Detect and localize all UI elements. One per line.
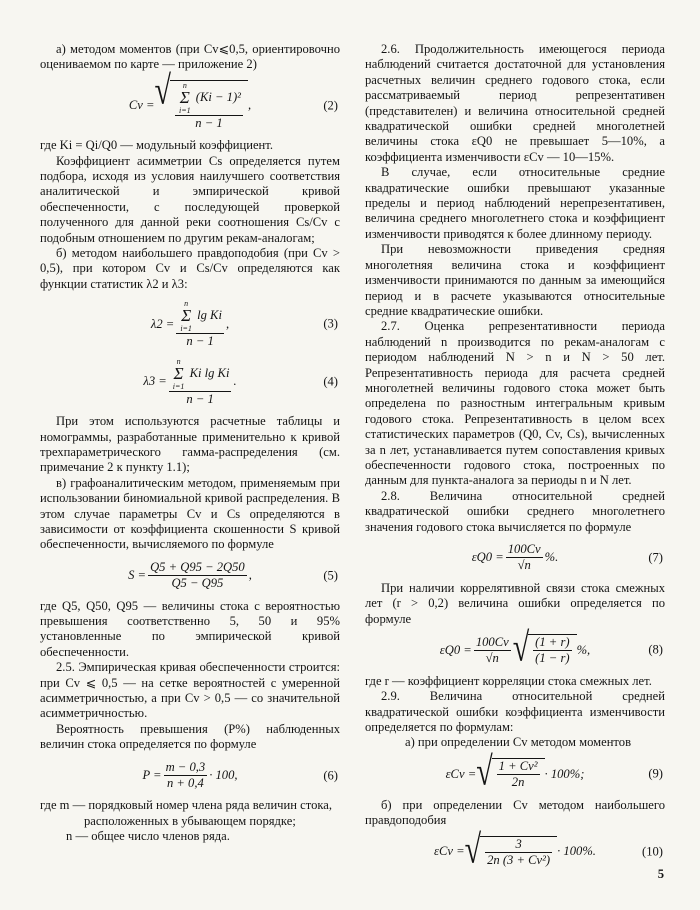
- formula-number: (6): [323, 767, 338, 782]
- formula-5: S = $\frac{Q5 + Q95 - 2Q50}{Q5 - Q95}$ , (5): [128, 559, 338, 591]
- formula-number: (8): [648, 642, 663, 657]
- formula-8: εQ0 = $\frac{100Cv}{√n}$ √ $\frac{(1 + r)}{(1 - r)}$ %, (8): [439, 625, 663, 671]
- section-2-8-paragraph: 2.8. Величина относительной средней квадратической ошибки среднего многолетнего значения годового стока вычисляется по формуле: [365, 488, 665, 534]
- no-reduction-paragraph: При невозможности приведения средняя многолетняя величина стока и коэффициент изменчивости принимаются по данным за имеющийся период и в расчете указываются относительные средние квадратические ошибки.: [365, 242, 665, 318]
- count-note: n — общее число членов ряда.: [66, 829, 230, 844]
- moments-case-label: а) при определении Cv методом моментов: [405, 735, 632, 750]
- formula-number: (4): [323, 374, 338, 389]
- radical: √ n Σ i=1 (Ki − 1)² n − 1: [155, 80, 248, 131]
- method-moments-paragraph: а) методом моментов (при Cv⩽0,5, ориентировочно оцениваемом по карте — приложение 2): [40, 42, 340, 72]
- formula-4: λ3 = n Σ i=1 Ki lg Ki n − 1 . (4): [143, 356, 338, 406]
- formula-term: (Ki − 1)²: [195, 89, 241, 104]
- formula-number: (9): [648, 766, 663, 781]
- formula-3: λ2 = n Σ i=1 lg Ki n − 1 , (3): [150, 299, 338, 349]
- page-number: 5: [657, 867, 664, 881]
- correlation-note: где r — коэффициент корреляции стока смежных лет.: [365, 673, 652, 688]
- section-2-5-paragraph: 2.5. Эмпирическая кривая обеспеченности строится: при Cv ⩽ 0,5 — на сетке вероятностей с умеренной асимметричностью, а при Cv > 0,5 — со значительной асимметричностью.: [40, 660, 340, 721]
- modular-coefficient-note: где Ki = Qi/Q0 — модульный коэффициент.: [40, 138, 273, 153]
- formula-2: Cv = √ n Σ i=1 (Ki − 1)² n − 1 , (2): [128, 68, 338, 130]
- exceedance-probability-paragraph: Вероятность превышения (P%) наблюденных величин стока определяется по формуле: [40, 721, 340, 752]
- max-likelihood-paragraph: б) методом наибольшего правдоподобия (при Cv > 0,5), при котором Cv и Cs/Cv определяются как функции статистик λ2 и λ3:: [40, 246, 340, 291]
- formula-7: εQ0 = $\frac{100Cv}{√n}$ %. (7): [471, 542, 663, 573]
- section-2-9-paragraph: 2.9. Величина относительной средней квадратической ошибки коэффициента изменчивости определяется по формулам:: [365, 689, 665, 735]
- correlation-paragraph: При наличии коррелятивной связи стока смежных лет (r > 0,2) величина ошибки определяется по формуле: [365, 580, 665, 626]
- left-column: [40, 42, 340, 845]
- formula-10: εCv = √ $\frac{3}{\text{2n (3 + Cv²)}}$ · 100%. (10): [434, 827, 663, 872]
- quantiles-note: где Q5, Q50, Q95 — величины стока с вероятностью превышения соответственно 5, 50 и 95% установленные по эмпирической кривой обеспеченности.: [40, 598, 340, 659]
- formula-denominator: n − 1: [195, 115, 223, 130]
- formula-number: (7): [648, 550, 663, 565]
- formula-6: P = $\frac{m - 0,3}{n + 0,4}$ · 100, (6): [142, 759, 338, 791]
- errors-exceed-paragraph: В случае, если относительные средние квадратические ошибки превышают указанные пределы и период наблюдений нерепрезентативен, величина среднего многолетнего стока и коэффициент изменчивости приводятся к более длинному периоду.: [365, 165, 665, 241]
- section-2-7-paragraph: 2.7. Оценка репрезентативности периода наблюдений n производится по рекам-аналогам с периодом наблюдений N > n и N > 50 лет. Репрезентативность периода для расчета средней многолетней величины годового стока может быть определена по разностным интегральным кривым годового стока. Репрезентативность в целом всех статистических параметров (Q0, Cv, Cs), вычисленных за n лет, устанавливается путем сопоставления кривых обеспеченности годового стока, построенных по данным для пункта-аналога за периоды n и N лет.: [365, 319, 665, 488]
- formula-number: (10): [642, 844, 663, 859]
- likelihood-case-label: б) при определении Cv методом наибольшего правдоподобия: [365, 797, 665, 828]
- graphoanalytic-paragraph: в) графоаналитическим методом, применяемым при использовании биномиальной кривой распределения. В этом случае параметры Cv и Cs определяются в зависимости от коэффициента скошенности S кривой обеспеченности, вычисляемого по формуле: [40, 475, 340, 552]
- asymmetry-paragraph: Коэффициент асимметрии Cs определяется путем подбора, исходя из условия наилучшего соответствия аналитической и эмпирической кривой обеспеченности, с последующей проверкой полученного для данной реки соотношения Cs/Cv с подобным отношением по другим рекам-аналогам;: [40, 153, 340, 245]
- formula-9: εCv = √ $\frac{\text{1 + Cv²}}{2n}$ · 100%; (9): [445, 749, 663, 794]
- right-column: [365, 42, 665, 875]
- formula-number: (5): [323, 567, 338, 582]
- formula-lhs: Cv =: [128, 97, 155, 112]
- formula-number: (2): [323, 97, 338, 112]
- formula-number: (3): [323, 316, 338, 331]
- rank-note: где m — порядковый номер члена ряда величин стока, расположенных в убывающем порядке;: [40, 798, 333, 828]
- section-2-6-paragraph: 2.6. Продолжительность имеющегося периода наблюдений считается достаточной для установления расчетных величин среднего годового стока, если рассматриваемый период репрезентативен (представителен) и величина относительной средней квадратической ошибки средней многолетней величины стока εQ0 не превышает 5—10%, а коэффициента изменчивости εCv — 10—15%.: [365, 42, 665, 164]
- tables-paragraph: При этом используются расчетные таблицы и номограммы, разработанные применительно к кривой трехпараметрического гамма-распределения (см. примечание 2 к пункту 1.1);: [40, 414, 340, 475]
